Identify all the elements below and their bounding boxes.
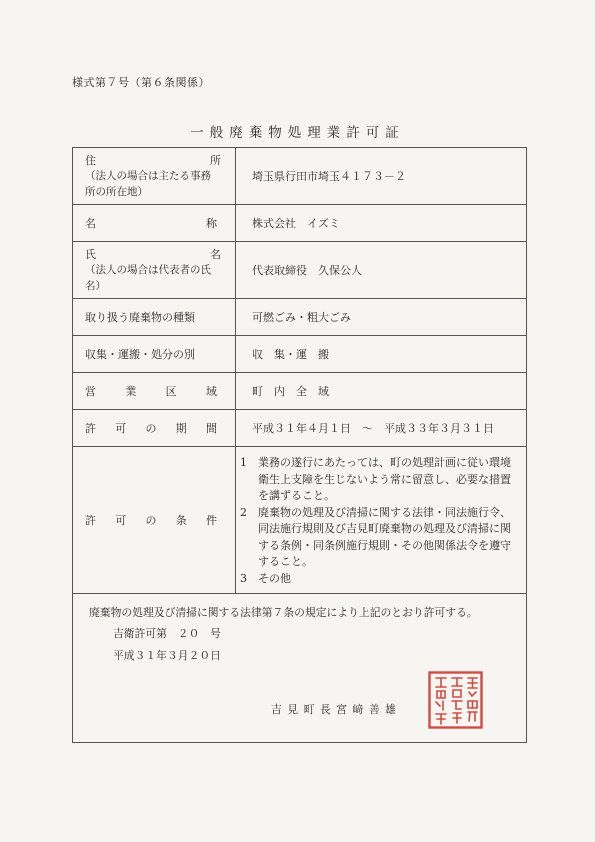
condition-number: 2	[240, 505, 247, 519]
label-address-char: 所	[210, 153, 221, 167]
value-area: 町 内 全 域	[236, 372, 527, 409]
permit-table	[73, 148, 526, 594]
label-person	[73, 241, 236, 298]
label-conditions-char: 条	[175, 513, 187, 527]
row-person	[73, 241, 526, 298]
label-conditions-char: 件	[206, 513, 217, 527]
value-address: 埼玉県行田市埼玉４１７３－２	[236, 148, 527, 204]
condition-item	[240, 455, 520, 505]
permit-number: 吉衛許可第 ２０ 号	[113, 627, 221, 640]
value-name: 株式会社 イズミ	[236, 204, 527, 241]
condition-item	[240, 571, 520, 588]
label-conditions-char: 可	[115, 513, 127, 527]
label-name-char: 称	[206, 216, 217, 230]
label-waste-type: 取り扱う廃棄物の種類	[73, 298, 236, 335]
condition-item	[240, 505, 520, 571]
condition-number: 1	[240, 456, 247, 469]
label-period-char: 期	[175, 421, 187, 435]
label-period-char: の	[145, 421, 157, 435]
label-area-char: 区	[165, 384, 177, 398]
value-category: 収 集・運 搬	[236, 335, 527, 372]
label-name	[73, 204, 236, 241]
label-area-char: 営	[85, 384, 96, 398]
label-area-char: 域	[205, 384, 217, 398]
row-waste-type	[73, 298, 526, 335]
label-person-note: （法人の場合は代表者の氏名）	[85, 263, 211, 292]
document-title: 一般廃棄物処理業許可証	[190, 125, 405, 141]
label-conditions	[73, 446, 236, 593]
label-period	[73, 409, 236, 446]
label-area	[73, 372, 236, 409]
label-conditions-char: の	[145, 513, 157, 527]
value-waste-type: 可燃ごみ・粗大ごみ	[236, 298, 527, 335]
row-period	[73, 409, 526, 446]
label-person-char: 名	[210, 247, 221, 261]
label-period-char: 可	[115, 421, 127, 435]
label-address-char: 住	[85, 153, 96, 167]
label-address	[73, 148, 236, 204]
permit-statement: 廃棄物の処理及び清掃に関する法律第７条の規定により上記のとおり許可する。	[89, 606, 478, 619]
condition-text: その他	[258, 571, 291, 585]
label-name-char: 名	[85, 216, 96, 230]
label-period-char: 間	[206, 421, 217, 435]
label-conditions-char: 許	[85, 513, 96, 527]
condition-text: 業務の遂行にあたっては、町の処理計画に従い環境衛生上支障を生じないよう常に留意し、必要な措置を講ずること。	[258, 456, 511, 502]
official-seal-icon	[428, 671, 483, 729]
issuer-name: 吉見町長宮﨑善雄	[271, 703, 402, 716]
label-category: 収集・運搬・処分の別	[73, 335, 236, 372]
form-number: 様式第７号（第６条関係）	[72, 76, 210, 89]
row-category	[73, 335, 526, 372]
permit-sheet	[72, 147, 527, 743]
label-area-char: 業	[125, 384, 137, 398]
row-address	[73, 148, 526, 204]
condition-number: 3	[240, 571, 247, 585]
row-area	[73, 372, 526, 409]
row-name	[73, 204, 526, 241]
label-person-char: 氏	[85, 247, 96, 261]
condition-text: 廃棄物の処理及び清掃に関する法律・同法施行令、同法施行規則及び吉見町廃棄物の処理及び清掃に関する条例・同条例施行規則・その他関係法令を遵守すること。	[258, 505, 511, 568]
value-period: 平成３１年４月１日 ～ 平成３３年３月３１日	[236, 409, 527, 446]
row-conditions	[73, 446, 526, 593]
label-period-char: 許	[85, 421, 96, 435]
permit-date: 平成３１年３月２０日	[113, 649, 221, 662]
value-conditions	[236, 446, 527, 593]
label-address-note: （法人の場合は主たる事務所の所在地）	[85, 169, 211, 198]
value-person: 代表取締役 久保公人	[236, 241, 527, 298]
